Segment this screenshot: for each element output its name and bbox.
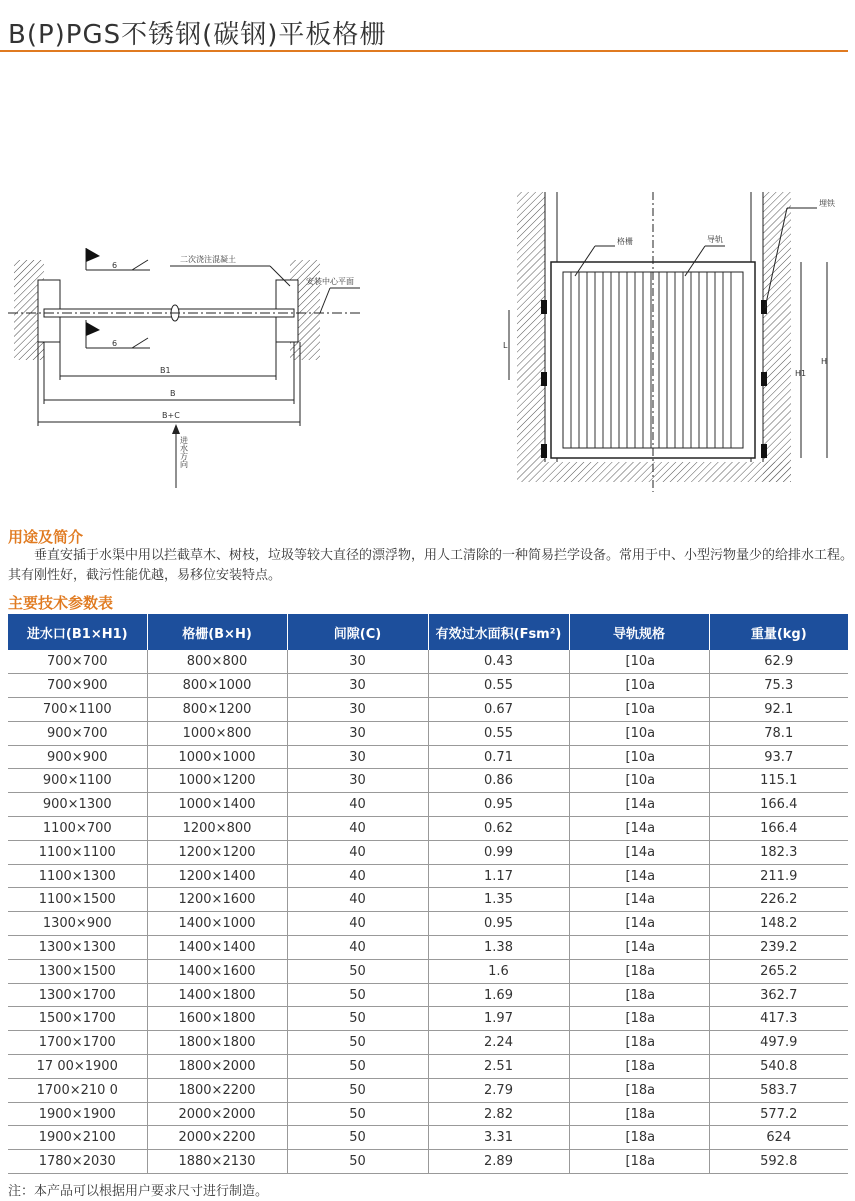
table-cell: 3.31 (428, 1126, 569, 1150)
label-center-plane: 安装中心平面 (306, 277, 354, 286)
table-cell: 1600×1800 (147, 1007, 287, 1031)
table-cell: 93.7 (709, 745, 848, 769)
table-cell: 17 00×1900 (8, 1055, 147, 1079)
table-cell: 417.3 (709, 1007, 848, 1031)
label-flow: 进水方向 (179, 436, 189, 468)
table-cell: 800×1000 (147, 674, 287, 698)
table-cell: [14a (569, 840, 709, 864)
dim-bc: B+C (162, 411, 180, 420)
table-cell: 1780×2030 (8, 1150, 147, 1174)
table-cell: 75.3 (709, 674, 848, 698)
table-cell: 900×1100 (8, 769, 147, 793)
table-cell: 1900×2100 (8, 1126, 147, 1150)
table-row (8, 674, 848, 698)
table-cell: 30 (287, 698, 428, 722)
table-cell: 40 (287, 817, 428, 841)
table-cell: 40 (287, 793, 428, 817)
table-cell: 800×1200 (147, 698, 287, 722)
elevation-view-drawing (505, 180, 845, 500)
col-inlet: 进水口(B1×H1) (8, 614, 147, 650)
table-cell: 50 (287, 1078, 428, 1102)
table-row (8, 912, 848, 936)
table-cell: 1700×210 0 (8, 1078, 147, 1102)
table-cell: 700×700 (8, 650, 147, 674)
table-row (8, 698, 848, 722)
table-cell: 239.2 (709, 936, 848, 960)
col-rail: 导轨规格 (569, 614, 709, 650)
title-divider (0, 50, 848, 52)
label-grate: 格栅 (617, 237, 633, 246)
table-cell: [18a (569, 1078, 709, 1102)
col-weight: 重量(kg) (709, 614, 848, 650)
table-row (8, 1007, 848, 1031)
table-row (8, 1031, 848, 1055)
table-cell: 2.89 (428, 1150, 569, 1174)
table-cell: 50 (287, 1150, 428, 1174)
table-row (8, 769, 848, 793)
table-row (8, 793, 848, 817)
plan-view-drawing (0, 230, 370, 490)
table-cell: 50 (287, 1102, 428, 1126)
table-cell: [18a (569, 1150, 709, 1174)
table-cell: 1500×1700 (8, 1007, 147, 1031)
table-cell: [18a (569, 1031, 709, 1055)
table-cell: 0.62 (428, 817, 569, 841)
table-cell: 1000×1200 (147, 769, 287, 793)
table-cell: 1000×1000 (147, 745, 287, 769)
table-row (8, 1055, 848, 1079)
table-row (8, 650, 848, 674)
left-channel-wall (517, 192, 545, 482)
table-cell: 1400×1000 (147, 912, 287, 936)
table-cell: 1.17 (428, 864, 569, 888)
table-cell: 50 (287, 1126, 428, 1150)
table-cell: [18a (569, 1126, 709, 1150)
table-row (8, 721, 848, 745)
table-cell: 50 (287, 983, 428, 1007)
table-cell: 40 (287, 888, 428, 912)
table-row (8, 1126, 848, 1150)
table-cell: [18a (569, 1055, 709, 1079)
table-cell: 166.4 (709, 817, 848, 841)
table-cell: 2.79 (428, 1078, 569, 1102)
table-row (8, 936, 848, 960)
table-cell: 800×800 (147, 650, 287, 674)
table-cell: 1200×1200 (147, 840, 287, 864)
table-cell: 1.35 (428, 888, 569, 912)
table-cell: [10a (569, 745, 709, 769)
table-cell: [18a (569, 983, 709, 1007)
table-cell: 0.55 (428, 721, 569, 745)
table-cell: 1200×800 (147, 817, 287, 841)
table-cell: [14a (569, 936, 709, 960)
table-cell: 0.95 (428, 793, 569, 817)
table-cell: 40 (287, 864, 428, 888)
table-cell: 2.51 (428, 1055, 569, 1079)
table-cell: 92.1 (709, 698, 848, 722)
table-cell: 30 (287, 674, 428, 698)
table-cell: 1.38 (428, 936, 569, 960)
table-cell: 2.24 (428, 1031, 569, 1055)
table-cell: 1880×2130 (147, 1150, 287, 1174)
table-cell: [10a (569, 721, 709, 745)
table-cell: 50 (287, 1007, 428, 1031)
page-title: B(P)PGS不锈钢(碳钢)平板格栅 (8, 20, 387, 50)
table-cell: 900×900 (8, 745, 147, 769)
table-cell: 1400×1800 (147, 983, 287, 1007)
dim-6-top: 6 (112, 261, 118, 270)
table-cell: 0.67 (428, 698, 569, 722)
col-grate: 格栅(B×H) (147, 614, 287, 650)
table-cell: 1400×1400 (147, 936, 287, 960)
dim-h: H (821, 357, 828, 366)
table-cell: 115.1 (709, 769, 848, 793)
table-cell: 50 (287, 1031, 428, 1055)
table-cell: 30 (287, 721, 428, 745)
table-cell: [14a (569, 817, 709, 841)
table-cell: 1400×1600 (147, 959, 287, 983)
table-row (8, 840, 848, 864)
table-cell: 166.4 (709, 793, 848, 817)
table-cell: 1.97 (428, 1007, 569, 1031)
table-row (8, 745, 848, 769)
table-cell: 0.99 (428, 840, 569, 864)
table-cell: [10a (569, 769, 709, 793)
table-cell: 1300×1300 (8, 936, 147, 960)
table-cell: 30 (287, 745, 428, 769)
usage-heading: 用途及简介 (8, 528, 84, 546)
table-cell: 78.1 (709, 721, 848, 745)
label-rail: 导轨 (707, 235, 723, 244)
table-cell: 40 (287, 936, 428, 960)
table-row (8, 1102, 848, 1126)
footnote: 注：本产品可以根据用户要求尺寸进行制造。 (8, 1184, 269, 1199)
table-cell: [18a (569, 1007, 709, 1031)
table-cell: 2000×2200 (147, 1126, 287, 1150)
table-cell: 1300×900 (8, 912, 147, 936)
table-cell: 30 (287, 650, 428, 674)
table-cell: 40 (287, 840, 428, 864)
table-cell: 1100×1300 (8, 864, 147, 888)
table-cell: 624 (709, 1126, 848, 1150)
label-embedded-iron: 埋铁 (819, 199, 835, 208)
table-cell: [10a (569, 674, 709, 698)
table-cell: [14a (569, 793, 709, 817)
table-cell: [14a (569, 888, 709, 912)
table-cell: [14a (569, 864, 709, 888)
table-cell: 2.82 (428, 1102, 569, 1126)
table-cell: 592.8 (709, 1150, 848, 1174)
table-cell: 0.71 (428, 745, 569, 769)
table-cell: 1100×1100 (8, 840, 147, 864)
table-cell: 540.8 (709, 1055, 848, 1079)
table-cell: 700×900 (8, 674, 147, 698)
dim-6-bottom: 6 (112, 339, 118, 348)
table-cell: 1.69 (428, 983, 569, 1007)
table-cell: 0.86 (428, 769, 569, 793)
table-row (8, 1078, 848, 1102)
table-row (8, 864, 848, 888)
table-row (8, 817, 848, 841)
table-cell: 50 (287, 1055, 428, 1079)
table-cell: 1300×1700 (8, 983, 147, 1007)
table-row (8, 983, 848, 1007)
table-cell: 0.55 (428, 674, 569, 698)
table-cell: 900×700 (8, 721, 147, 745)
table-cell: [10a (569, 650, 709, 674)
dim-b: B (170, 389, 176, 398)
table-cell: 265.2 (709, 959, 848, 983)
table-cell: 1700×1700 (8, 1031, 147, 1055)
table-cell: 1100×1500 (8, 888, 147, 912)
table-cell: 182.3 (709, 840, 848, 864)
table-cell: 50 (287, 959, 428, 983)
table-cell: 583.7 (709, 1078, 848, 1102)
usage-text: 垂直安插于水渠中用以拦截草木、树枝，垃圾等较大直径的漂浮物，用人工清除的一种简易拦学设备。常用于中、小型污物量少的给排水工程。其有刚性好，截污性能优越，易移位安装特点。 (8, 548, 854, 583)
table-cell: 1800×1800 (147, 1031, 287, 1055)
table-cell: 1800×2000 (147, 1055, 287, 1079)
table-cell: 497.9 (709, 1031, 848, 1055)
table-cell: [18a (569, 959, 709, 983)
right-channel-wall (763, 192, 791, 482)
table-cell: 362.7 (709, 983, 848, 1007)
table-cell: [10a (569, 698, 709, 722)
table-cell: 1800×2200 (147, 1078, 287, 1102)
label-concrete: 二次浇注混凝土 (180, 255, 236, 264)
table-header-row (8, 614, 848, 650)
table-cell: 700×1100 (8, 698, 147, 722)
dim-h1: H1 (795, 369, 807, 378)
params-heading: 主要技术参数表 (8, 594, 114, 612)
table-cell: 40 (287, 912, 428, 936)
table-cell: 211.9 (709, 864, 848, 888)
spec-table (8, 614, 848, 1174)
table-cell: 148.2 (709, 912, 848, 936)
table-row (8, 1150, 848, 1174)
table-cell: 900×1300 (8, 793, 147, 817)
table-cell: [18a (569, 1102, 709, 1126)
col-gap: 间隙(C) (287, 614, 428, 650)
col-area: 有效过水面积(Fsm²) (428, 614, 569, 650)
table-cell: 1900×1900 (8, 1102, 147, 1126)
table-cell: 1000×800 (147, 721, 287, 745)
table-cell: [14a (569, 912, 709, 936)
table-cell: 0.43 (428, 650, 569, 674)
table-cell: 1200×1600 (147, 888, 287, 912)
table-cell: 1.6 (428, 959, 569, 983)
table-cell: 1300×1500 (8, 959, 147, 983)
table-cell: 30 (287, 769, 428, 793)
table-cell: 1100×700 (8, 817, 147, 841)
table-cell: 577.2 (709, 1102, 848, 1126)
table-cell: 1000×1400 (147, 793, 287, 817)
table-cell: 62.9 (709, 650, 848, 674)
table-cell: 1200×1400 (147, 864, 287, 888)
table-cell: 2000×2000 (147, 1102, 287, 1126)
dim-b1: B1 (160, 366, 171, 375)
table-row (8, 888, 848, 912)
table-cell: 226.2 (709, 888, 848, 912)
dim-l: L (503, 341, 508, 350)
table-cell: 0.95 (428, 912, 569, 936)
table-row (8, 959, 848, 983)
